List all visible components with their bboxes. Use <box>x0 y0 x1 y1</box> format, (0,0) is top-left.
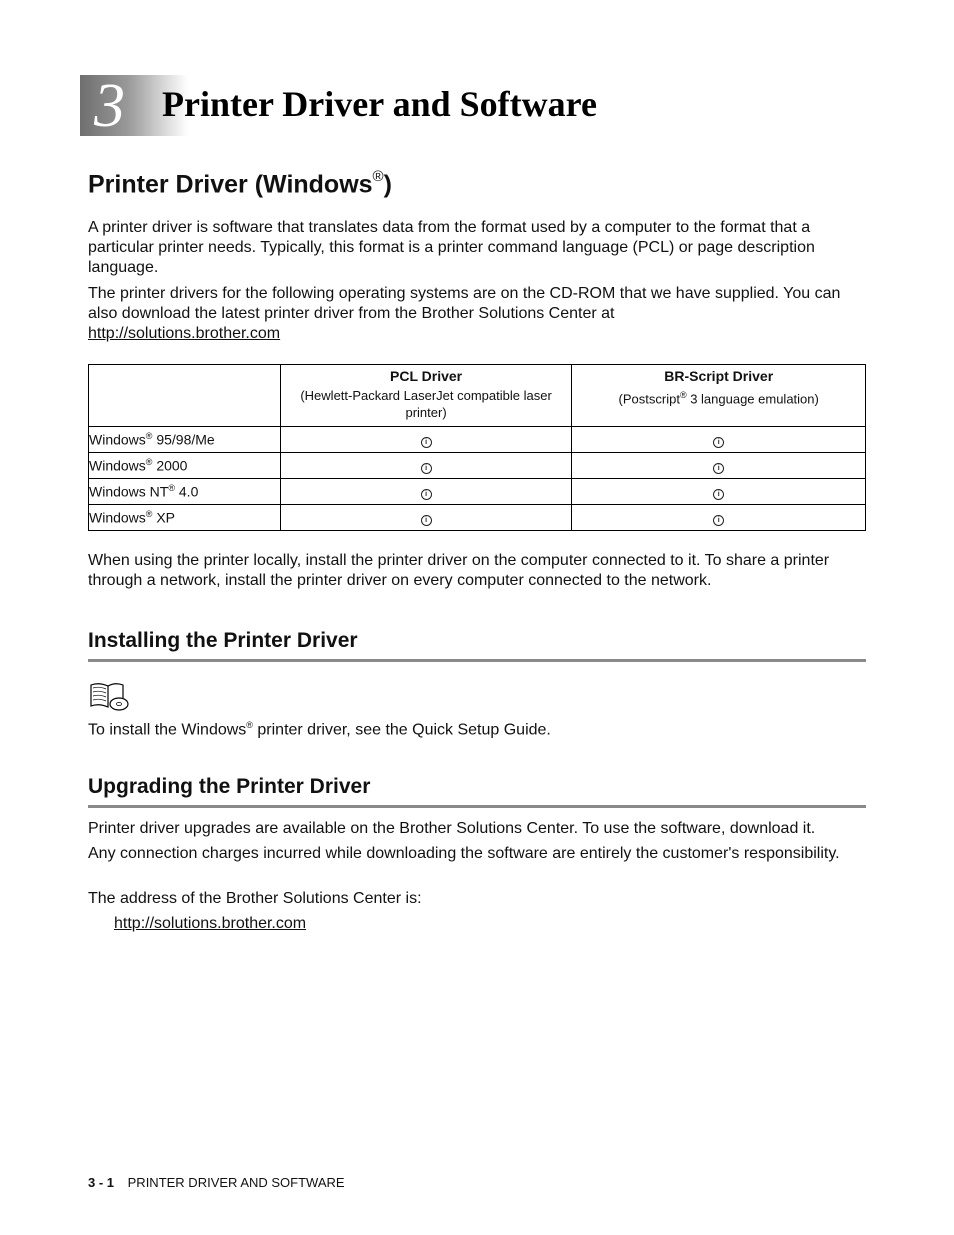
installing-heading: Installing the Printer Driver <box>88 629 358 652</box>
registered-mark: ® <box>145 457 153 468</box>
os-name: Windows <box>89 457 146 474</box>
upgrading-paragraph-1: Printer driver upgrades are available on the Brother Solutions Center. To use the software, download it. <box>88 820 816 837</box>
installing-text-b: printer driver, see the Quick Setup Guide. <box>252 721 551 739</box>
registered-mark: ® <box>145 431 153 442</box>
supported-icon: i <box>421 437 432 448</box>
note-book-icon <box>89 682 129 712</box>
driver-table <box>88 364 866 531</box>
brscript-driver-subtitle <box>572 384 865 407</box>
chapter-number: 3 <box>94 72 125 140</box>
brscript-support-cell <box>572 479 866 505</box>
heading-divider <box>88 659 866 662</box>
pcl-driver-subtitle: (Hewlett-Packard LaserJet compatible laser printer) <box>300 388 552 420</box>
solutions-link[interactable]: http://solutions.brother.com <box>114 915 307 932</box>
intro-paragraph-2-text: The printer drivers for the following operating systems are on the CD-ROM that we have supplied. You can also download the latest printer driver from the Brother Solutions Center at <box>88 285 841 322</box>
section-title-text: Printer Driver (Windows <box>88 170 373 199</box>
registered-mark: ® <box>246 720 253 730</box>
os-name: Windows NT <box>89 483 169 500</box>
registered-mark: ® <box>372 168 384 185</box>
os-name: Windows <box>89 431 146 448</box>
os-name: Windows <box>89 509 146 526</box>
supported-icon: i <box>421 489 432 500</box>
os-cell <box>89 505 281 531</box>
supported-icon: i <box>713 489 724 500</box>
installing-paragraph <box>88 715 551 740</box>
table-header-brscript <box>572 365 866 427</box>
table-row <box>89 453 866 479</box>
registered-mark: ® <box>168 483 175 494</box>
intro-paragraph-1: A printer driver is software that translates data from the format used by a computer to the format that a particular printer needs. Typically, this format is a printer command language (PCL) or page description language. <box>88 219 815 276</box>
heading-divider <box>88 805 866 808</box>
os-version: XP <box>152 509 176 526</box>
table-row <box>89 479 866 505</box>
registered-mark: ® <box>679 390 687 400</box>
pcl-support-cell <box>280 453 572 479</box>
supported-icon: i <box>713 515 724 526</box>
brscript-support-cell <box>572 427 866 453</box>
footer-title: PRINTER DRIVER AND SOFTWARE <box>127 1175 345 1190</box>
os-cell <box>89 479 281 505</box>
brscript-sub-a: (Postscript <box>618 391 680 407</box>
supported-icon: i <box>713 463 724 474</box>
pcl-driver-title: PCL Driver <box>390 368 463 384</box>
table-row <box>89 427 866 453</box>
upgrading-paragraph-2: Any connection charges incurred while downloading the software are entirely the customer's responsibility. <box>88 845 840 862</box>
brscript-support-cell <box>572 505 866 531</box>
brscript-support-cell <box>572 453 866 479</box>
os-version: 4.0 <box>175 483 199 500</box>
table-header-row <box>89 365 866 427</box>
upgrading-paragraph-3: The address of the Brother Solutions Center is: <box>88 890 422 907</box>
page-number: 3 - 1 <box>88 1175 115 1190</box>
installing-text-a: To install the Windows <box>88 721 247 739</box>
pcl-support-cell <box>280 479 572 505</box>
solutions-link[interactable]: http://solutions.brother.com <box>88 325 281 342</box>
upgrading-link-line <box>114 914 306 934</box>
table-header-pcl <box>280 365 572 427</box>
brscript-driver-title: BR-Script Driver <box>664 368 774 384</box>
pcl-support-cell <box>280 427 572 453</box>
intro-paragraph-2 <box>88 284 868 344</box>
local-install-paragraph: When using the printer locally, install the printer driver on the computer connected to it. To share a printer through a network, install the printer driver on every computer connected to the network. <box>88 552 830 589</box>
os-cell <box>89 453 281 479</box>
section-title <box>88 170 392 199</box>
brscript-sub-b: 3 language emulation) <box>686 391 819 407</box>
os-version: 2000 <box>152 457 188 474</box>
supported-icon: i <box>421 515 432 526</box>
table-row <box>89 505 866 531</box>
os-version: 95/98/Me <box>152 431 215 448</box>
page-footer <box>88 1175 345 1190</box>
table-header-empty <box>89 365 281 427</box>
registered-mark: ® <box>145 509 153 520</box>
section-title-close: ) <box>383 170 392 199</box>
upgrading-heading: Upgrading the Printer Driver <box>88 775 371 798</box>
supported-icon: i <box>713 437 724 448</box>
os-cell <box>89 427 281 453</box>
chapter-header <box>80 72 880 140</box>
supported-icon: i <box>421 463 432 474</box>
chapter-title: Printer Driver and Software <box>162 84 597 124</box>
pcl-support-cell <box>280 505 572 531</box>
